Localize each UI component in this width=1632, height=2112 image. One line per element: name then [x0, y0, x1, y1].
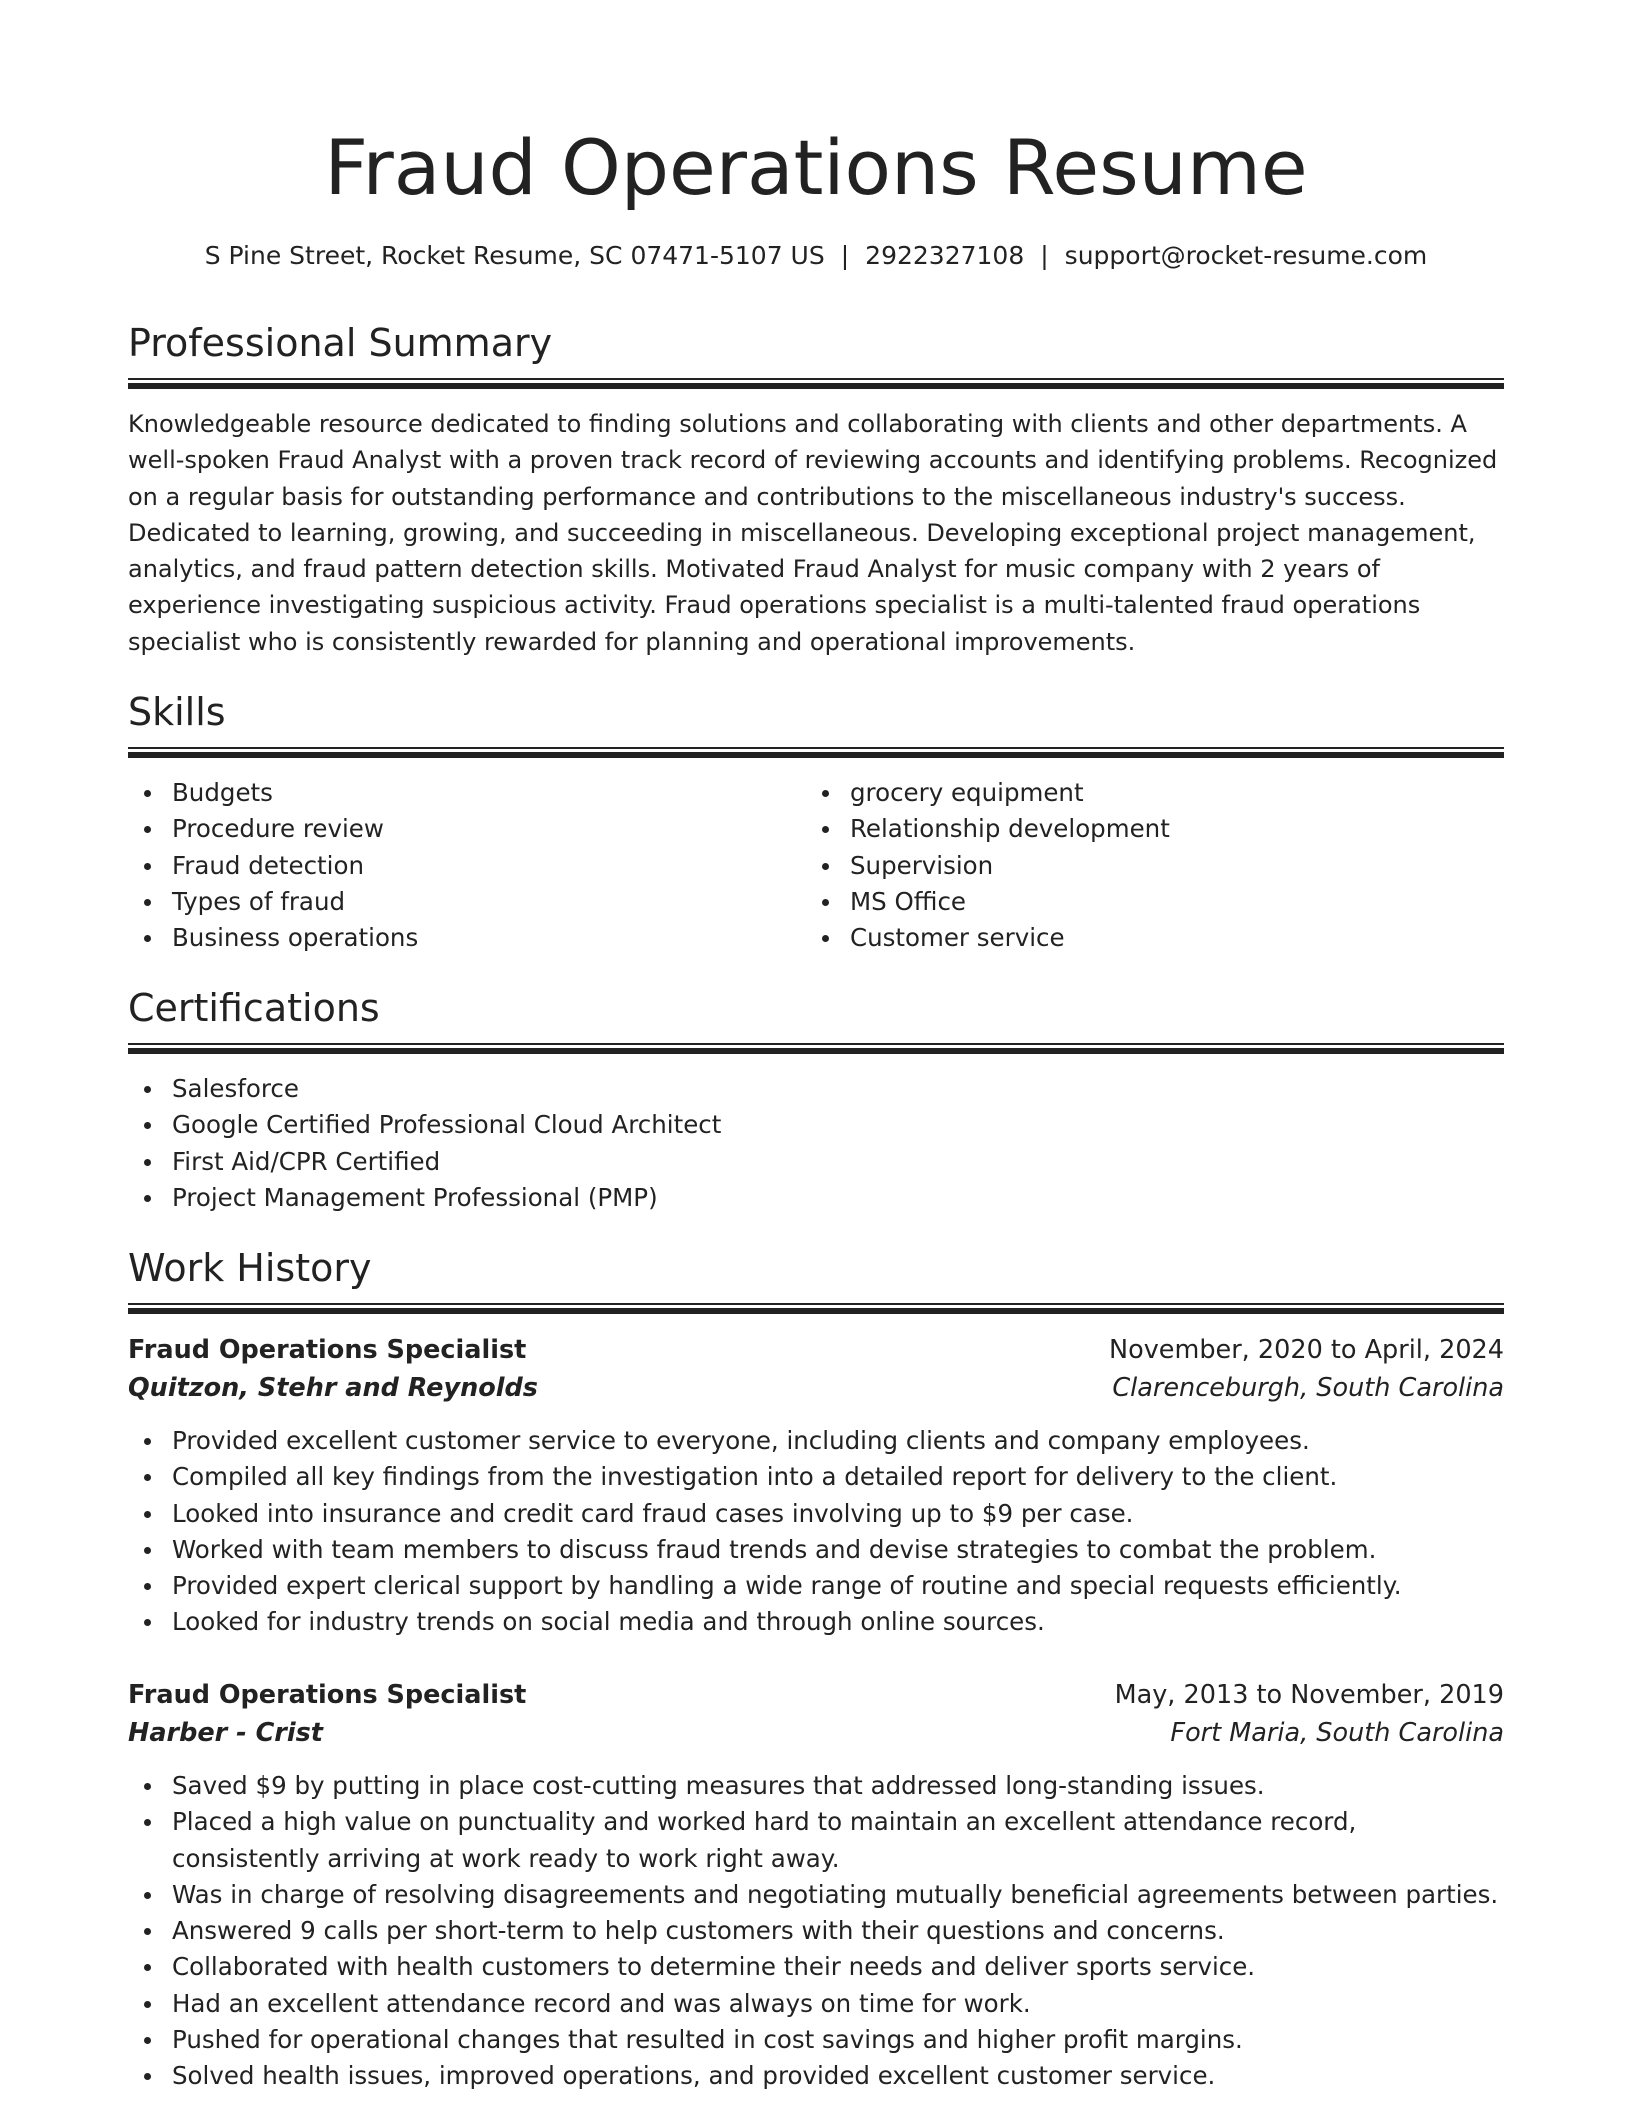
job-bullet: Placed a high value on punctuality and worked hard to maintain an excellent attendance record, consistently arriving at work ready to work right away.	[128, 1804, 1504, 1877]
section-rule	[128, 747, 1504, 758]
job-bullet: Answered 9 calls per short-term to help customers with their questions and concerns.	[128, 1913, 1504, 1949]
skill-item: Budgets	[128, 775, 808, 811]
skill-item: Relationship development	[806, 811, 1486, 847]
job-bullet: Was in charge of resolving disagreements and negotiating mutually beneficial agreements between parties.	[128, 1877, 1504, 1913]
work-history-section	[128, 1243, 1504, 2091]
contact-separator: |	[840, 241, 850, 270]
skills-list-right	[806, 775, 1486, 956]
summary-heading: Professional Summary	[128, 321, 553, 365]
certifications-list	[128, 1071, 1504, 1216]
job-bullet: Looked into insurance and credit card fraud cases involving up to $9 per case.	[128, 1496, 1504, 1532]
job-title: Fraud Operations Specialist	[128, 1680, 527, 1710]
job-bullets	[128, 1423, 1504, 1641]
section-rule	[128, 1303, 1504, 1314]
job-dates: May, 2013 to November, 2019	[1114, 1680, 1504, 1710]
skill-item: Customer service	[806, 920, 1486, 956]
job-bullet: Provided excellent customer service to everyone, including clients and company employees.	[128, 1423, 1504, 1459]
skills-section	[128, 687, 1504, 953]
job-bullet: Provided expert clerical support by handling a wide range of routine and special requests efficiently.	[128, 1568, 1504, 1604]
certifications-section	[128, 983, 1504, 1212]
job-bullet: Compiled all key findings from the investigation into a detailed report for delivery to the client.	[128, 1459, 1504, 1495]
skill-item: Procedure review	[128, 811, 808, 847]
job-company-row	[128, 1714, 1504, 1752]
job-location: Clarenceburgh, South Carolina	[1112, 1373, 1504, 1403]
job-header-row	[128, 1676, 1504, 1714]
certification-item: Google Certified Professional Cloud Architect	[128, 1107, 1504, 1143]
job-company: Quitzon, Stehr and Reynolds	[128, 1373, 538, 1403]
job-title: Fraud Operations Specialist	[128, 1335, 527, 1365]
certification-item: Project Management Professional (PMP)	[128, 1180, 1504, 1216]
certification-item: Salesforce	[128, 1071, 1504, 1107]
contact-separator: |	[1040, 241, 1049, 270]
skills-list-left	[128, 775, 808, 956]
job-bullets	[128, 1768, 1504, 2095]
job-header-row	[128, 1331, 1504, 1369]
resume-title: Fraud Operations Resume	[324, 123, 1308, 212]
certifications-heading: Certifications	[128, 986, 380, 1030]
skill-item: Business operations	[128, 920, 808, 956]
job-bullet: Worked with team members to discuss fraud trends and devise strategies to combat the problem.	[128, 1532, 1504, 1568]
job-dates: November, 2020 to April, 2024	[1109, 1335, 1504, 1365]
contact-phone: 2922327108	[865, 241, 1025, 270]
skill-item: Fraud detection	[128, 848, 808, 884]
section-rule	[128, 378, 1504, 389]
job-company: Harber - Crist	[128, 1718, 323, 1748]
skills-heading: Skills	[128, 690, 226, 734]
summary-text: Knowledgeable resource dedicated to finding solutions and collaborating with clients and other departments. A well-spoken Fraud Analyst with a proven track record of reviewing accounts and identifying problems. Recognized on a regular basis for outstanding performance and contributions to the miscellaneous industry's success. Dedicated to learning, growing, and succeeding in miscellaneous. Developing exceptional project management, analytics, and fraud pattern detection skills. Motivated Fraud Analyst for music company with 2 years of experience investigating suspicious activity. Fraud operations specialist is a multi-talented fraud operations specialist who is consistently rewarded for planning and operational improvements.	[128, 410, 1498, 656]
work-history-heading: Work History	[128, 1246, 372, 1290]
skill-item: Supervision	[806, 848, 1486, 884]
job-bullet: Had an excellent attendance record and was always on time for work.	[128, 1986, 1504, 2022]
certification-item: First Aid/CPR Certified	[128, 1144, 1504, 1180]
contact-line	[128, 238, 1504, 274]
contact-address: S Pine Street, Rocket Resume, SC 07471-5107 US	[204, 241, 825, 270]
job-bullet: Collaborated with health customers to determine their needs and deliver sports service.	[128, 1949, 1504, 1985]
summary-section	[128, 318, 1504, 656]
job-bullet: Looked for industry trends on social media and through online sources.	[128, 1604, 1504, 1640]
skill-item: Types of fraud	[128, 884, 808, 920]
skill-item: grocery equipment	[806, 775, 1486, 811]
job-location: Fort Maria, South Carolina	[1170, 1718, 1504, 1748]
job-company-row	[128, 1369, 1504, 1407]
job-bullet: Pushed for operational changes that resulted in cost savings and higher profit margins.	[128, 2022, 1504, 2058]
skill-item: MS Office	[806, 884, 1486, 920]
contact-email: support@rocket-resume.com	[1064, 241, 1428, 270]
job-bullet: Saved $9 by putting in place cost-cutting measures that addressed long-standing issues.	[128, 1768, 1504, 1804]
section-rule	[128, 1043, 1504, 1054]
job-bullet: Solved health issues, improved operations, and provided excellent customer service.	[128, 2058, 1504, 2094]
